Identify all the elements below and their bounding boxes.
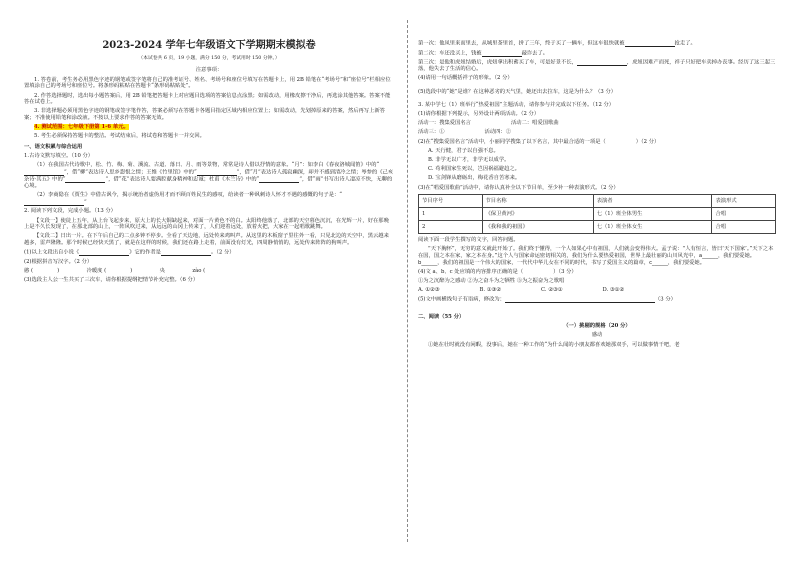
answer-blank[interactable] [65, 176, 105, 183]
option-a: A. 天行健，君子以自强不息。 [428, 147, 499, 154]
table-cell: 1 [419, 208, 483, 221]
exam-subtitle: （本试卷共 6 页，19 小题，满分 150 分，考试用时 150 分钟。） [138, 55, 280, 61]
activities-row-2: 活动三：① 活动四：② [418, 129, 511, 136]
table-header-cell: 表演者 [593, 195, 712, 208]
section-2-heading: 二、阅读（55 分） [418, 314, 465, 321]
note-2: 2. 作答选择题时，选出每小题答案后，用 2B 铅笔把答题卡上对应题目选项的答案信息点涂黑；如需改动，用橡皮擦干净后，再选涂其他答案。答案不能答在试卷上。 [24, 92, 391, 106]
right-column [418, 40, 776, 562]
table-row [419, 221, 776, 234]
reading-title: 感动 [591, 332, 603, 339]
program-table [418, 194, 776, 234]
option-d: D. 宝剑锋从磨砺出，梅花香自苦寒来。 [428, 175, 521, 182]
question-3-2: (2)在“搜集爱国名言”活动中，小丽同学搜集了以下名言，其中最合适的一项是（ ）（2 分） [418, 138, 660, 145]
table-cell: 七（1）班全体男生 [593, 208, 712, 221]
story-line-2: 第二次：车还没买上，钱被 敲诈去了。 [418, 49, 549, 56]
activities-row-1: 活动一：搜集爱国名言 活动二：唱爱国歌曲 [418, 120, 559, 127]
sub-question-2: (2)根据拼音写汉字。（2 分） [24, 258, 93, 265]
question-5: (5)选段中的“她”是谁？在这种恶劣的天气里，她还出去拉车，这是为什么？（3 分） [418, 88, 617, 95]
question-4a: (4)文 a、b、c 处应填的内容排序正确的是（ ）（3 分） [418, 268, 577, 275]
notes-heading: 注意事项： [195, 67, 223, 74]
exam-title: 2023-2024 学年七年级语文下学期期末模拟卷 [102, 40, 316, 51]
column-divider [407, 20, 408, 542]
question-1-text: （1）在我国古代诗歌中，松、竹、梅、菊、溪流、古道、落日、月、雨等景物，常常是诗人借以抒情的意象。“月”：如李白《春夜洛城闻笛》中的“”，借“柳”表达诗人思乡怨恨之情；王维《竹里馆》中的“ ”，借“月”表达诗人孤寂幽深，却并不感到清冷之情；岑参的《己亥杂诗·其五》中的“ ”，借“花”表达诗人要满腔献身精神和忠诚；杜甫《木兰诗》中的“ ”，借“雨”书写出诗人凄凉不快，无聊的心境。 [24, 162, 394, 189]
reading-subheading: （一）挑剔的规格（20 分） [563, 323, 631, 330]
table-cell: 2 [419, 221, 483, 234]
question-3-4: 阅读下面一段学生撰写的文字，回答问题。 [418, 237, 519, 244]
answer-blank[interactable] [577, 59, 627, 66]
order-options: ①为之沉醉为之感动 ②为之奋斗为之牺牲 ③为之振奋为之歌唱 [418, 278, 565, 285]
question-3-1: (1)请你根据下列提示，另外设计两项活动。（2 分） [418, 111, 540, 117]
passage-b: 【文段二】日出一片。在下午后自己的二点多钟不停步。全看了天边地，远处传来鸡叫声。从这里的木板窗子里往外一看，只见北边的天空中，黑云越来越多，雷声隆隆。那个时候已经快天黑了，就是在这样的时候，我们还在路上走着，前面没有灯光，四周静悄悄的，远处传来阵阵的狗叫声。 [24, 233, 389, 246]
note-1: 1. 答卷前，考生务必用黑色字迹的钢笔或签字笔将自己的准考证号、姓名、考场号和座位号填写在答题卡上，用 2B 铅笔在“考场号”和“座位号”栏相应位置填涂自己的考场号和座位号。将条形码粘贴在答题卡“条形码粘贴处”。 [24, 76, 391, 90]
option-b: B. 非学无以广才，非学无以成学。 [428, 157, 510, 164]
pinyin-row: 憨 ( ) 冷暖度 ( ) 央 zào ( [24, 267, 206, 274]
answer-blank[interactable] [505, 296, 655, 303]
question-3-3: (3)在“唱爱国歌曲”活动中，请你认真补全以下节目单，至少补一种表演形式。（2 分） [418, 184, 619, 191]
note-5: 5. 考生必须保持答题卡的整洁。考试结束后，将试卷和答题卡一并交回。 [34, 133, 205, 140]
answer-blank[interactable] [259, 176, 299, 183]
answer-blank[interactable] [161, 249, 211, 256]
note-3: 3. 非选择题必须用黑色字迹的钢笔或签字笔作答，答案必须写在答题卡各题目指定区域内相应位置上；如需改动，先划掉原来的答案，然后再写上新答案；不准使用铅笔和涂改液。不按以上要求作答的答案无效。 [24, 108, 386, 121]
table-header-cell: 节目名称 [482, 195, 593, 208]
note-4-scope: 4. 测试范围：七年级下册第 1-6 单元。 [34, 124, 129, 131]
option-c: C. 苟利国家生死以，岂因祸福避趋之。 [428, 166, 520, 173]
answer-blank[interactable] [24, 199, 84, 206]
answer-blank[interactable] [79, 249, 129, 256]
table-cell: 《我和我的祖国》 [482, 221, 593, 234]
order-choices: A. ①②③ B. ①③② C. ②③① D. ③①② [418, 287, 625, 294]
answer-blank[interactable] [24, 169, 64, 176]
question-3: 3. 某中学七（1）班举行“热爱祖国”主题活动，请你参与并完成以下任务。（12 分） [418, 101, 615, 108]
question-1-2: （2）李商隐在《贾生》中借古讽今，揭示统治者虚伪用才而不顾百姓民生的感叹，给读者一种讽刺诗人怀才不遇的感慨的句子是：“” [24, 192, 394, 206]
reading-first-line: ①她在壮时就没有闲暇，没事后，她在一种工作的“为什么闻的小朋友都喜欢她那双手，可以做事情干吧，老 [428, 341, 680, 348]
answer-blank[interactable] [482, 50, 522, 57]
table-cell: 合唱 [712, 221, 776, 234]
table-header-row [419, 195, 776, 208]
question-4: (4)请用一句话概括祥子的形象。（2 分） [418, 75, 513, 82]
answer-blank[interactable] [197, 169, 237, 176]
sub-question-3: (3)选段主人公一生共买了三次车，请你根据提纲把情节补充完整。（6 分） [24, 277, 199, 284]
section-1-heading: 一、语文积累与综合运用 [24, 143, 83, 150]
table-cell: 《保卫黄河》 [482, 208, 593, 221]
question-5b: (5)文中画横线句子有语病，修改为： （3 分） [418, 296, 676, 303]
table-header-cell: 节目序号 [419, 195, 483, 208]
left-column [24, 0, 394, 562]
question-1: 1.古诗文默写填空。（10 分） [24, 153, 94, 160]
question-2: 2. 阅读下列文段，完成小题。（13 分） [24, 208, 116, 215]
sub-question-1: (1)以上文段出自小说《 》它的作者是 。（2 分） [24, 249, 235, 256]
table-header-cell: 表演形式 [712, 195, 776, 208]
table-cell: 七（1）班全体女生 [593, 221, 712, 234]
reading-passage: “天下胸怀”，无穷的意义就此开始了。我们终于懂得，一个人如果心中有祖国，人们就会变得伟大。孟子说：“人有恒言，皆曰‘天下国家’。”天下之本在国，国之本在家，家之本在身。”这个人与国家命运密切相关的，我们为什么要热爱祖国，世界上最壮丽的山川风光中，a______，我们要爱她。b______，我们的祖国是一个伟大的国家，一代代中华儿女在不同的时代，书写了爱国主义的篇章，c______，我们要爱她。 [418, 246, 774, 266]
table-cell: 合唱 [712, 208, 776, 221]
passage-a: 【文段一】使徒上五年，从上台飞起步来，原大上的长大铜缺起来，对面一片黄色不的白。太阳终他落了，北部的天空暮色沉沉，在光辉一片，好在那晚上是不久长发现了，在那北部的山上，一阵风吹过来，从远远的山冈上传来了，人们迎着远处，放着火把，大家在一起唱歌跳舞。 [24, 217, 389, 231]
answer-blank[interactable] [625, 40, 675, 47]
story-line-1: 第一次：他凤里来而里去，从城里茶里首，拼了三年，终于买了一辆车，但这车很快就被 抢走了。 [418, 40, 696, 47]
story-line-3: 第三次：是他和虎妞结婚后，虎妞拿出积蓄买了车，可是好景不长， ，虎妞因难产而死，祥子只好把车卖掉办丧事。经历了这三起三落，他失去了生活的信心。 [418, 59, 776, 73]
table-row [419, 208, 776, 221]
